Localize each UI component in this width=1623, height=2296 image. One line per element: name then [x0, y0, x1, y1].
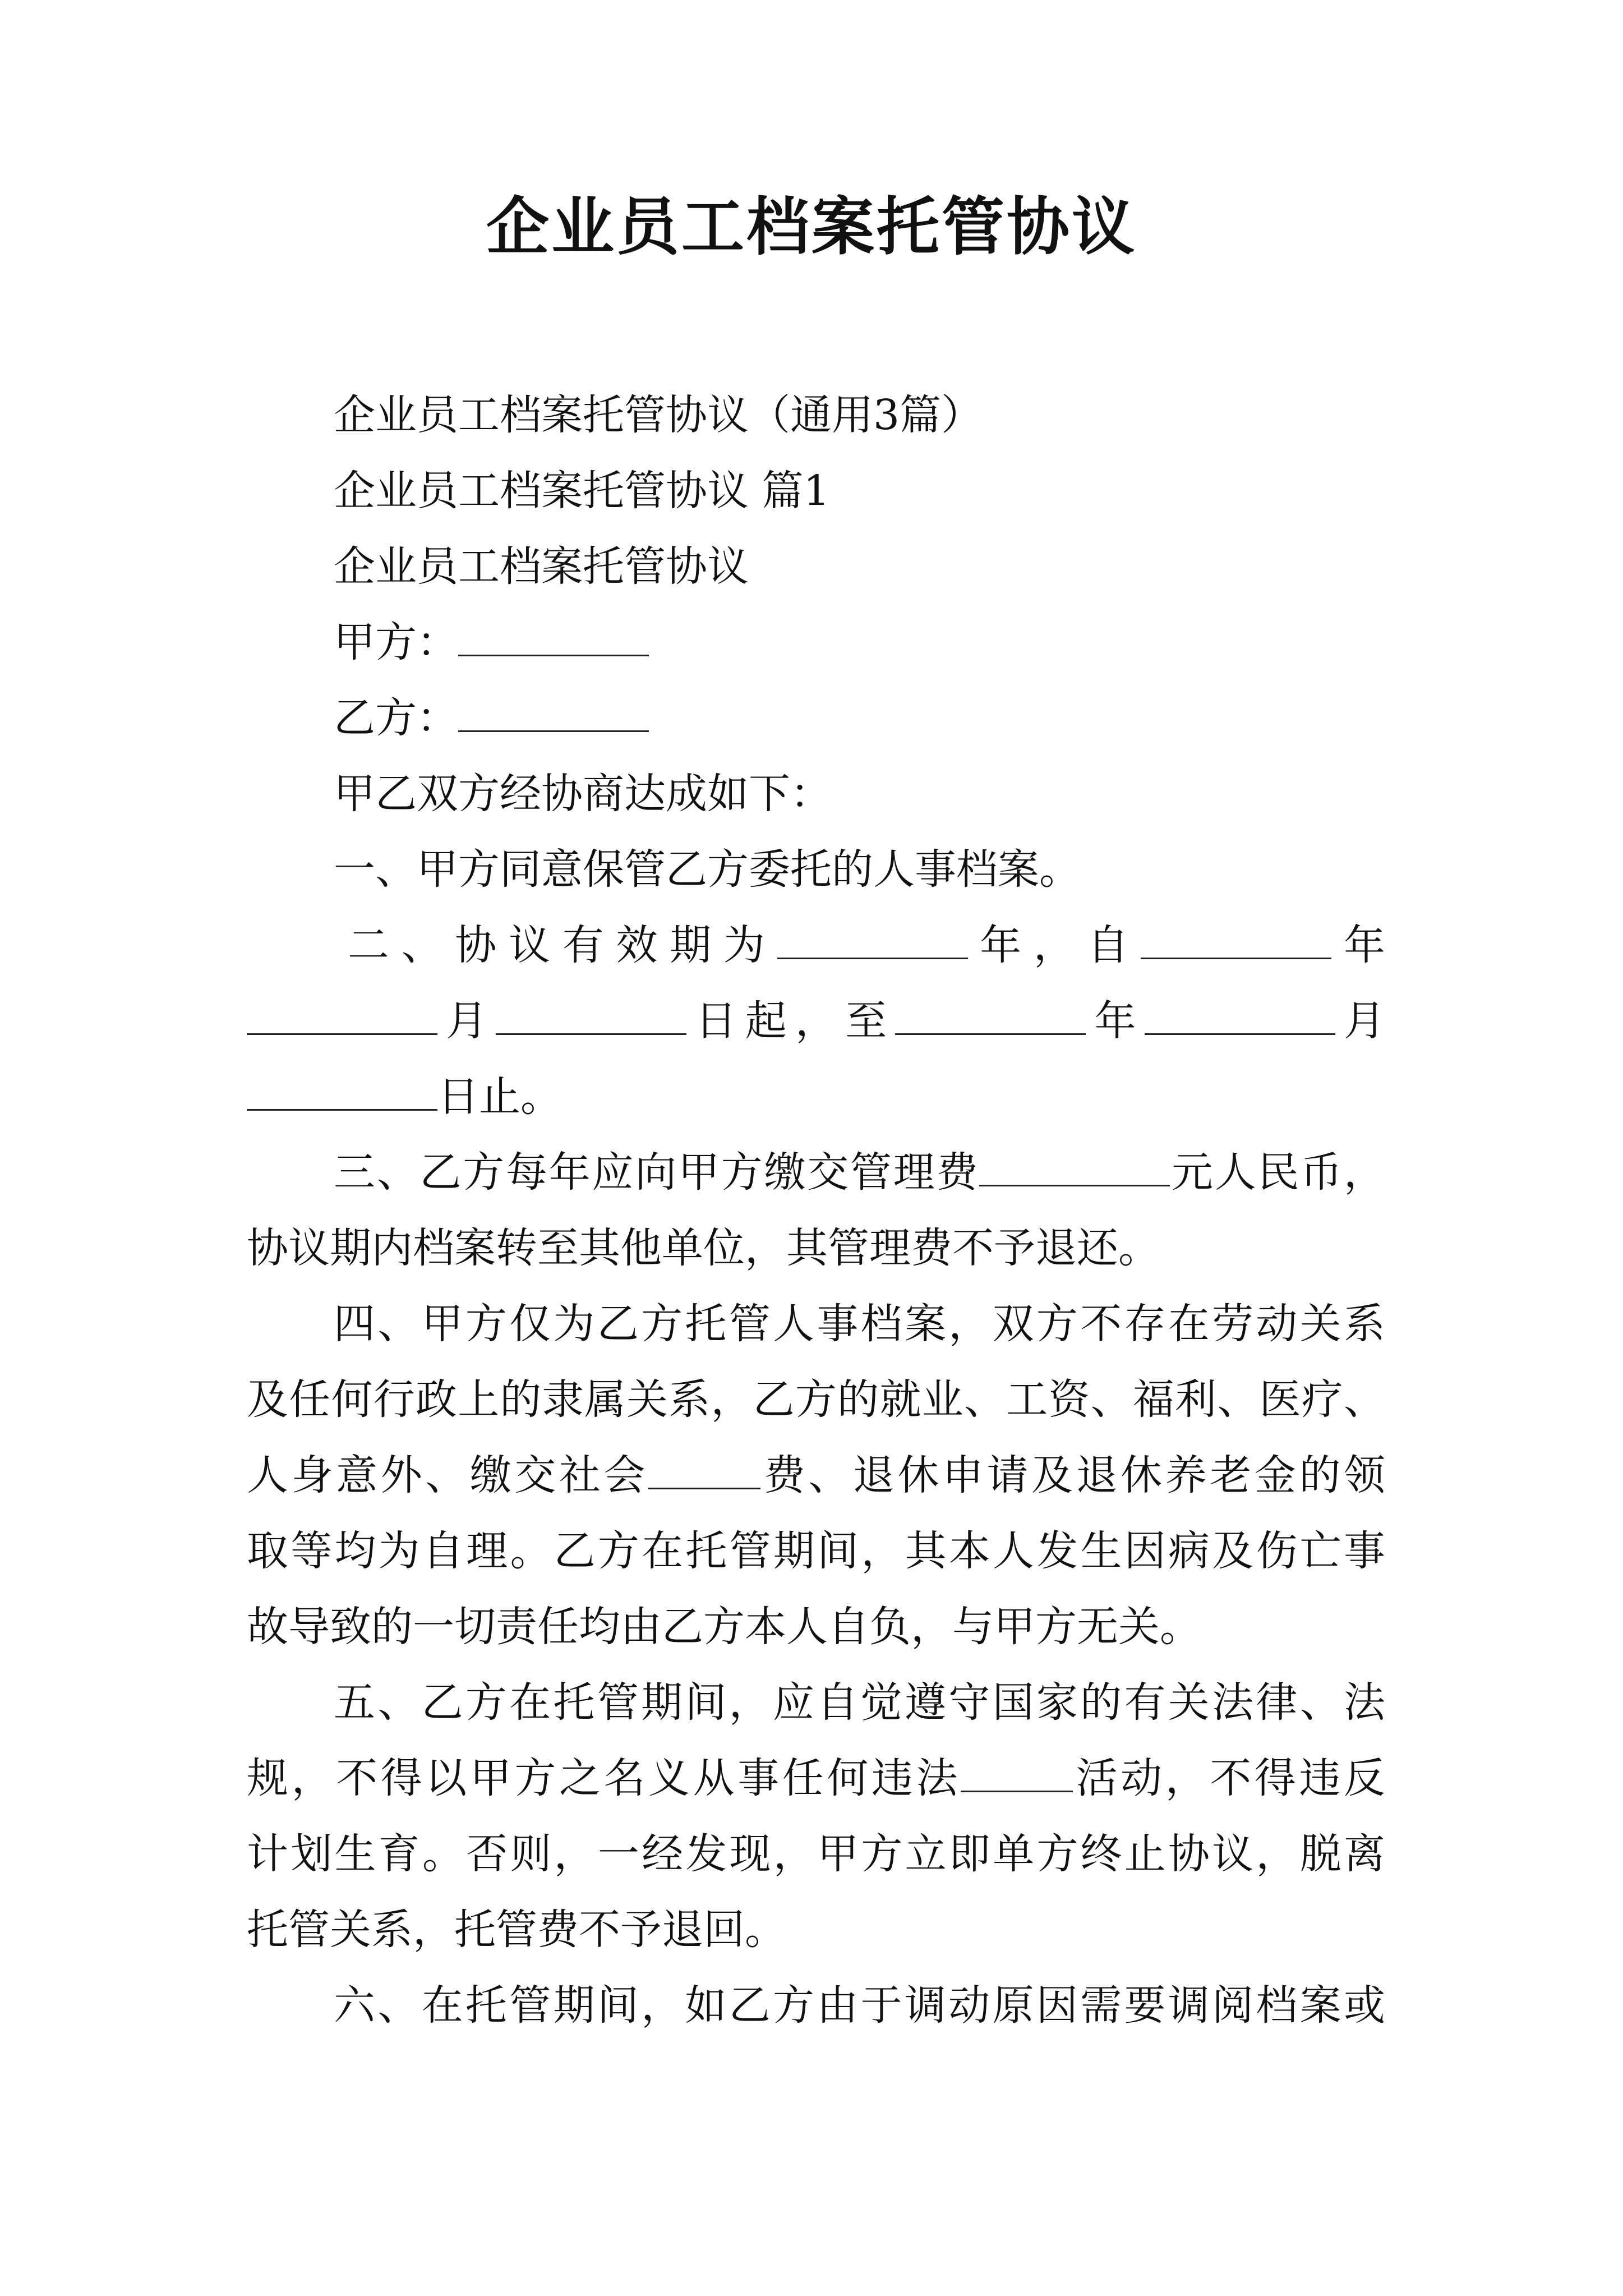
intro-text: 甲乙双方经协商达成如下： — [334, 770, 832, 818]
agreement-name: 企业员工档案托管协议 — [334, 542, 749, 591]
clause-4-line-3: 人身意外、缴交社会 费、退休申请及退休养老金的领 — [247, 1451, 1386, 1499]
clause-1: 一、甲方同意保管乙方委托的人事档案。 — [334, 845, 1081, 894]
clause-2-line-1: 二、协议有效期为 年，自 年 — [348, 921, 1386, 969]
fee-blank — [979, 1147, 1170, 1186]
clause-2-line-2: 月 日起，至 年 月 — [247, 993, 1385, 1049]
clause-5-line-1: 五、乙方在托管期间，应自觉遵守国家的有关法律、法 — [334, 1678, 1385, 1727]
illegal-activity-blank — [961, 1753, 1073, 1792]
clause-4-line-1: 四、甲方仅为乙方托管人事档案，双方不存在劳动关系 — [334, 1300, 1385, 1348]
clause-2-blank — [1145, 996, 1335, 1035]
party-b-label: 乙方： — [334, 694, 458, 742]
party-b-line — [334, 690, 649, 746]
clause-2-blank — [777, 920, 968, 959]
party-a-label: 甲方： — [334, 618, 458, 666]
clause-5-line-4: 托管关系，托管费不予退回。 — [247, 1906, 786, 1954]
clause-2-blank — [1141, 920, 1331, 959]
clause-4-line-4: 取等均为自理。乙方在托管期间，其本人发生因病及伤亡事 — [247, 1527, 1385, 1575]
subtitle: 企业员工档案托管协议（通用3篇） — [334, 391, 983, 439]
insurance-blank — [648, 1450, 760, 1489]
clause-6-line-1: 六、在托管期间，如乙方由于调动原因需要调阅档案或 — [334, 1981, 1385, 2030]
document-title: 企业员工档案托管协议 — [486, 191, 1137, 264]
party-a-line — [334, 614, 649, 670]
clause-2-blank — [895, 996, 1086, 1035]
clause-2-line-3: 日止。 — [247, 1069, 562, 1125]
section-heading: 企业员工档案托管协议 篇1 — [334, 467, 830, 515]
clause-2-blank — [247, 996, 437, 1035]
party-b-blank — [458, 693, 649, 732]
clause-2-blank — [496, 996, 686, 1035]
party-a-blank — [458, 617, 649, 656]
clause-3-line-1: 三、乙方每年应向甲方缴交管理费 元人民币， — [334, 1148, 1385, 1197]
clause-2-blank — [247, 1071, 437, 1111]
clause-3-line-2: 协议期内档案转至其他单位，其管理费不予退还。 — [247, 1224, 1160, 1272]
clause-4-line-2: 及任何行政上的隶属关系，乙方的就业、工资、福利、医疗、 — [247, 1375, 1385, 1424]
clause-5-line-3: 计划生育。否则，一经发现，甲方立即单方终止协议，脱离 — [247, 1830, 1385, 1878]
clause-4-line-5: 故导致的一切责任均由乙方本人自负，与甲方无关。 — [247, 1603, 1201, 1651]
clause-5-line-2: 规，不得以甲方之名义从事任何违法 活动，不得违反 — [247, 1754, 1386, 1802]
